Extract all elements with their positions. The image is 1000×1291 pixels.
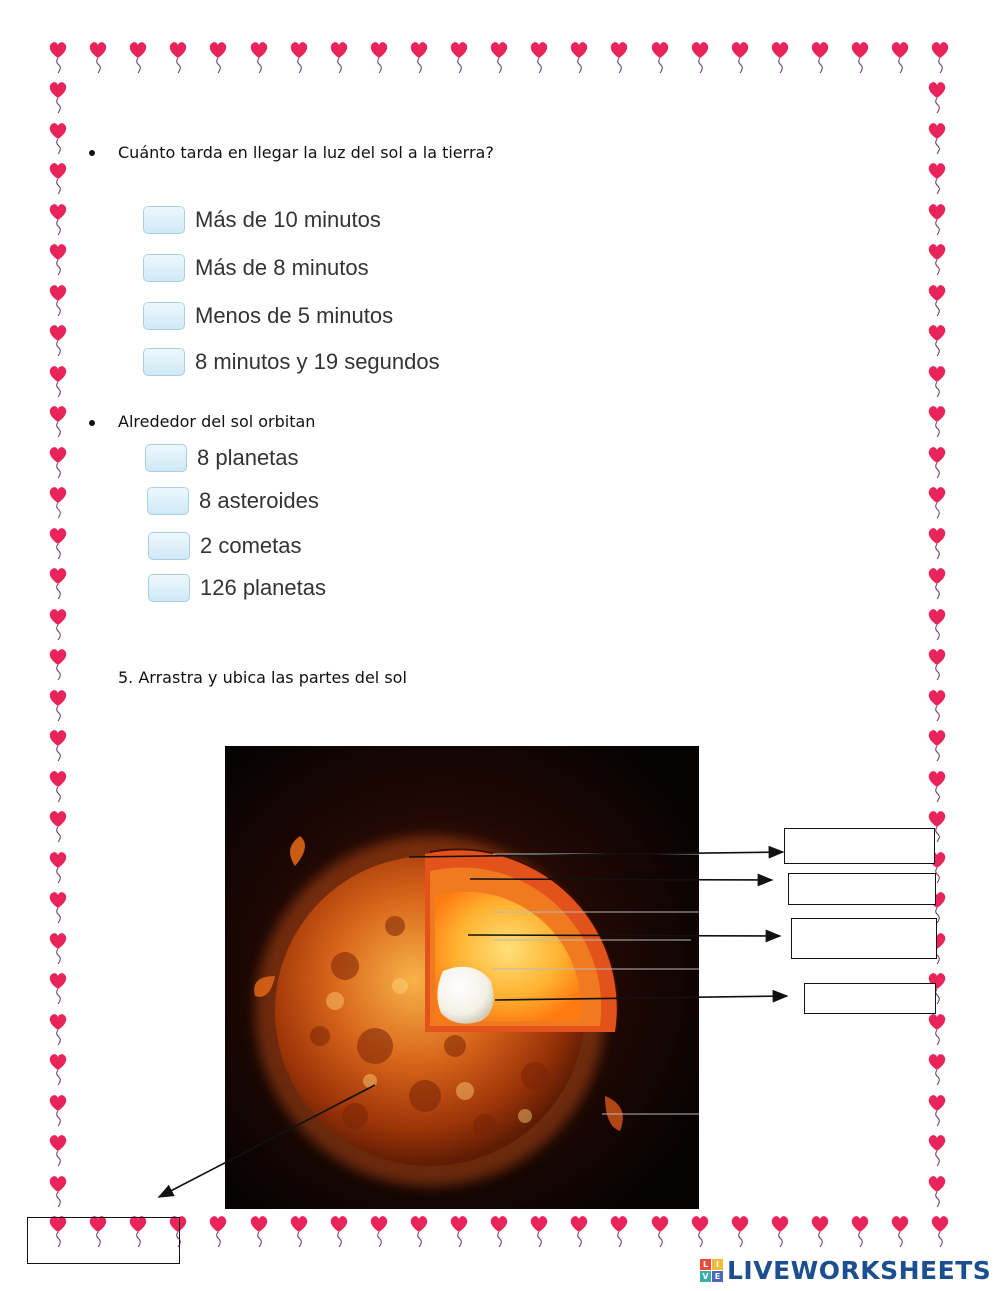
heart-balloon-icon xyxy=(408,40,430,74)
heart-balloon xyxy=(528,40,550,78)
question-2-text: Alrededor del sol orbitan xyxy=(118,412,316,431)
heart-balloon xyxy=(47,890,69,928)
heart-balloon xyxy=(368,40,390,78)
heart-balloon xyxy=(649,1214,671,1252)
q1-option-2[interactable] xyxy=(143,254,369,282)
heart-balloon xyxy=(47,1012,69,1050)
q2-option-2[interactable] xyxy=(147,487,319,515)
heart-balloon-icon xyxy=(448,1214,470,1248)
heart-balloon-icon xyxy=(47,850,69,884)
heart-balloon-icon xyxy=(368,1214,390,1248)
option-label: 126 planetas xyxy=(200,575,326,600)
heart-balloon-icon xyxy=(47,283,69,317)
heart-balloon xyxy=(488,1214,510,1252)
heart-balloon-icon xyxy=(528,40,550,74)
heart-balloon-icon xyxy=(47,890,69,924)
heart-balloon xyxy=(769,1214,791,1252)
option-label: 8 asteroides xyxy=(199,488,319,513)
heart-balloon-icon xyxy=(47,80,69,114)
heart-balloon xyxy=(929,1214,951,1252)
heart-balloon xyxy=(207,40,229,78)
question-3-text: 5. Arrastra y ubica las partes del sol xyxy=(118,668,407,687)
heart-balloon-icon xyxy=(926,607,948,641)
heart-balloon-icon xyxy=(47,202,69,236)
heart-balloon xyxy=(207,1214,229,1252)
heart-balloon-icon xyxy=(926,1052,948,1086)
option-label: 8 minutos y 19 segundos xyxy=(195,349,440,374)
heart-balloon-icon xyxy=(47,161,69,195)
heart-balloon-icon xyxy=(769,40,791,74)
heart-balloon-icon xyxy=(288,1214,310,1248)
q1-option-1[interactable] xyxy=(143,206,381,234)
heart-balloon xyxy=(926,526,948,564)
heart-balloon xyxy=(926,404,948,442)
heart-balloon xyxy=(47,121,69,159)
heart-balloon xyxy=(528,1214,550,1252)
heart-balloon xyxy=(729,40,751,78)
heart-balloon xyxy=(47,80,69,118)
heart-balloon xyxy=(926,161,948,199)
heart-balloon xyxy=(926,485,948,523)
heart-balloon-icon xyxy=(47,809,69,843)
heart-balloon-icon xyxy=(248,1214,270,1248)
heart-balloon-icon xyxy=(926,1174,948,1208)
heart-balloon xyxy=(926,688,948,726)
checkbox[interactable] xyxy=(143,206,185,234)
checkbox[interactable] xyxy=(148,532,190,560)
heart-balloon xyxy=(889,40,911,78)
q1-option-3[interactable] xyxy=(143,302,393,330)
heart-balloon-icon xyxy=(328,40,350,74)
heart-balloon-icon xyxy=(649,40,671,74)
option-label: 2 cometas xyxy=(200,533,302,558)
heart-balloon-icon xyxy=(926,566,948,600)
heart-balloon-icon xyxy=(926,769,948,803)
heart-balloon-icon xyxy=(889,40,911,74)
heart-balloon xyxy=(288,1214,310,1252)
heart-balloon-icon xyxy=(488,40,510,74)
heart-balloon xyxy=(127,40,149,78)
heart-balloon-icon xyxy=(926,728,948,762)
heart-balloon-icon xyxy=(926,647,948,681)
heart-balloon-icon xyxy=(47,121,69,155)
drop-box-5[interactable] xyxy=(27,1217,180,1264)
heart-balloon xyxy=(47,931,69,969)
heart-balloon xyxy=(488,40,510,78)
heart-balloon-icon xyxy=(809,40,831,74)
heart-balloon xyxy=(926,1012,948,1050)
heart-balloon-icon xyxy=(926,121,948,155)
heart-balloon-icon xyxy=(328,1214,350,1248)
heart-balloon xyxy=(809,40,831,78)
heart-balloon xyxy=(849,40,871,78)
heart-balloon-icon xyxy=(926,1012,948,1046)
heart-balloon-icon xyxy=(689,1214,711,1248)
heart-balloon xyxy=(288,40,310,78)
heart-balloon xyxy=(47,485,69,523)
heart-balloon-icon xyxy=(929,40,951,74)
heart-balloon-icon xyxy=(288,40,310,74)
heart-balloon xyxy=(926,242,948,280)
heart-balloon xyxy=(689,1214,711,1252)
heart-balloon xyxy=(47,688,69,726)
heart-balloon xyxy=(608,40,630,78)
heart-balloon-icon xyxy=(47,728,69,762)
heart-balloon xyxy=(926,647,948,685)
heart-balloon-icon xyxy=(849,40,871,74)
heart-balloon-icon xyxy=(608,40,630,74)
heart-balloon xyxy=(47,607,69,645)
heart-balloon xyxy=(47,809,69,847)
heart-balloon xyxy=(926,364,948,402)
heart-balloon-icon xyxy=(47,971,69,1005)
heart-balloon-icon xyxy=(488,1214,510,1248)
heart-balloon-icon xyxy=(448,40,470,74)
heart-balloon-icon xyxy=(47,445,69,479)
heart-balloon-icon xyxy=(926,526,948,560)
heart-balloon xyxy=(926,728,948,766)
heart-balloon-icon xyxy=(926,1093,948,1127)
heart-balloon xyxy=(47,323,69,361)
logo-letter: E xyxy=(712,1271,723,1282)
heart-balloon-icon xyxy=(47,1133,69,1167)
heart-balloon xyxy=(926,769,948,807)
drop-box-4[interactable] xyxy=(804,983,936,1014)
logo-letter: L xyxy=(700,1259,711,1270)
heart-balloon-icon xyxy=(47,769,69,803)
heart-balloon-icon xyxy=(568,40,590,74)
heart-balloon xyxy=(926,1133,948,1171)
heart-balloon xyxy=(47,202,69,240)
heart-balloon-icon xyxy=(248,40,270,74)
heart-balloon xyxy=(408,40,430,78)
heart-balloon-icon xyxy=(929,1214,951,1248)
heart-balloon-icon xyxy=(608,1214,630,1248)
checkbox[interactable] xyxy=(143,254,185,282)
heart-balloon-icon xyxy=(926,364,948,398)
option-label: Menos de 5 minutos xyxy=(195,303,394,328)
heart-balloon-icon xyxy=(207,1214,229,1248)
heart-balloon xyxy=(47,161,69,199)
heart-balloon xyxy=(47,404,69,442)
drop-box-1[interactable] xyxy=(784,828,935,864)
q2-option-1[interactable] xyxy=(145,444,299,472)
heart-balloon-icon xyxy=(926,485,948,519)
heart-balloon xyxy=(889,1214,911,1252)
q2-option-3[interactable] xyxy=(148,532,302,560)
question-1-text: Cuánto tarda en llegar la luz del sol a la tierra? xyxy=(118,143,494,162)
heart-balloon xyxy=(47,1133,69,1171)
heart-balloon-icon xyxy=(47,688,69,722)
heart-balloon xyxy=(769,40,791,78)
heart-balloon xyxy=(926,607,948,645)
heart-balloon-icon xyxy=(729,1214,751,1248)
heart-balloon xyxy=(47,364,69,402)
heart-balloon-icon xyxy=(127,40,149,74)
option-label: Más de 8 minutos xyxy=(195,255,369,280)
heart-balloon-icon xyxy=(47,647,69,681)
heart-balloon-icon xyxy=(47,404,69,438)
heart-balloon-icon xyxy=(926,445,948,479)
heart-balloon xyxy=(849,1214,871,1252)
drop-box-2[interactable] xyxy=(788,873,936,905)
heart-balloon xyxy=(328,1214,350,1252)
heart-balloon xyxy=(689,40,711,78)
heart-balloon-icon xyxy=(926,202,948,236)
heart-balloon xyxy=(929,40,951,78)
heart-balloon xyxy=(926,323,948,361)
heart-balloon-icon xyxy=(528,1214,550,1248)
heart-balloon xyxy=(568,1214,590,1252)
heart-balloon-icon xyxy=(809,1214,831,1248)
heart-balloon-icon xyxy=(47,1052,69,1086)
heart-balloon xyxy=(809,1214,831,1252)
heart-balloon-icon xyxy=(47,566,69,600)
heart-balloon xyxy=(47,728,69,766)
heart-balloon-icon xyxy=(87,40,109,74)
heart-balloon-icon xyxy=(207,40,229,74)
heart-balloon-icon xyxy=(568,1214,590,1248)
heart-balloon xyxy=(167,40,189,78)
heart-balloon-icon xyxy=(769,1214,791,1248)
heart-balloon xyxy=(926,1093,948,1131)
heart-balloon-icon xyxy=(926,323,948,357)
heart-balloon xyxy=(47,1052,69,1090)
heart-balloon xyxy=(47,242,69,280)
heart-balloon xyxy=(926,445,948,483)
option-label: 8 planetas xyxy=(197,445,299,470)
heart-balloon xyxy=(47,526,69,564)
sun-cross-section-image xyxy=(225,746,699,1209)
q2-option-4[interactable] xyxy=(148,574,326,602)
heart-balloon xyxy=(47,283,69,321)
heart-balloon-icon xyxy=(926,283,948,317)
heart-balloon xyxy=(47,850,69,888)
heart-balloon-icon xyxy=(47,526,69,560)
option-label: Más de 10 minutos xyxy=(195,207,381,232)
heart-balloon xyxy=(926,1174,948,1212)
heart-balloon xyxy=(926,283,948,321)
heart-balloon xyxy=(368,1214,390,1252)
heart-balloon-icon xyxy=(408,1214,430,1248)
heart-balloon xyxy=(47,769,69,807)
checkbox[interactable] xyxy=(145,444,187,472)
heart-balloon-icon xyxy=(926,688,948,722)
logo-mark-icon xyxy=(700,1259,723,1282)
heart-balloon-icon xyxy=(47,242,69,276)
heart-balloon-icon xyxy=(47,40,69,74)
heart-balloon xyxy=(926,121,948,159)
heart-balloon-icon xyxy=(889,1214,911,1248)
checkbox[interactable] xyxy=(143,302,185,330)
heart-balloon xyxy=(47,1174,69,1212)
heart-balloon xyxy=(47,647,69,685)
heart-balloon-icon xyxy=(47,1012,69,1046)
checkbox[interactable] xyxy=(147,487,189,515)
liveworksheets-logo xyxy=(700,1256,991,1285)
heart-balloon xyxy=(248,1214,270,1252)
heart-balloon xyxy=(926,566,948,604)
heart-balloon-icon xyxy=(368,40,390,74)
heart-balloon-icon xyxy=(926,161,948,195)
drop-box-3[interactable] xyxy=(791,918,937,959)
heart-balloon xyxy=(729,1214,751,1252)
q1-option-4[interactable] xyxy=(143,348,440,376)
heart-balloon xyxy=(87,40,109,78)
heart-balloon xyxy=(248,40,270,78)
heart-balloon-icon xyxy=(729,40,751,74)
heart-balloon xyxy=(568,40,590,78)
heart-balloon xyxy=(448,40,470,78)
heart-balloon-icon xyxy=(849,1214,871,1248)
logo-letter: V xyxy=(700,1271,711,1282)
heart-balloon xyxy=(47,566,69,604)
heart-balloon xyxy=(926,80,948,118)
heart-balloon xyxy=(448,1214,470,1252)
heart-balloon xyxy=(926,1052,948,1090)
heart-balloon-icon xyxy=(167,40,189,74)
heart-balloon xyxy=(408,1214,430,1252)
heart-balloon-icon xyxy=(926,404,948,438)
logo-text: LIVEWORKSHEETS xyxy=(727,1256,992,1285)
logo-letter: I xyxy=(712,1259,723,1270)
bullet-icon xyxy=(89,420,95,426)
heart-balloon xyxy=(47,971,69,1009)
heart-balloon xyxy=(926,202,948,240)
bullet-icon xyxy=(89,150,95,156)
heart-balloon xyxy=(47,40,69,78)
heart-balloon-icon xyxy=(47,364,69,398)
heart-balloon-icon xyxy=(649,1214,671,1248)
checkbox[interactable] xyxy=(148,574,190,602)
heart-balloon-icon xyxy=(47,607,69,641)
heart-balloon xyxy=(649,40,671,78)
heart-balloon-icon xyxy=(926,1133,948,1167)
heart-balloon-icon xyxy=(47,1093,69,1127)
heart-balloon-icon xyxy=(47,931,69,965)
checkbox[interactable] xyxy=(143,348,185,376)
heart-balloon xyxy=(608,1214,630,1252)
heart-balloon-icon xyxy=(689,40,711,74)
heart-balloon-icon xyxy=(47,485,69,519)
heart-balloon-icon xyxy=(47,323,69,357)
heart-balloon xyxy=(47,1093,69,1131)
heart-balloon-icon xyxy=(926,242,948,276)
heart-balloon-icon xyxy=(926,80,948,114)
heart-balloon-icon xyxy=(47,1174,69,1208)
heart-balloon xyxy=(47,445,69,483)
heart-balloon xyxy=(328,40,350,78)
